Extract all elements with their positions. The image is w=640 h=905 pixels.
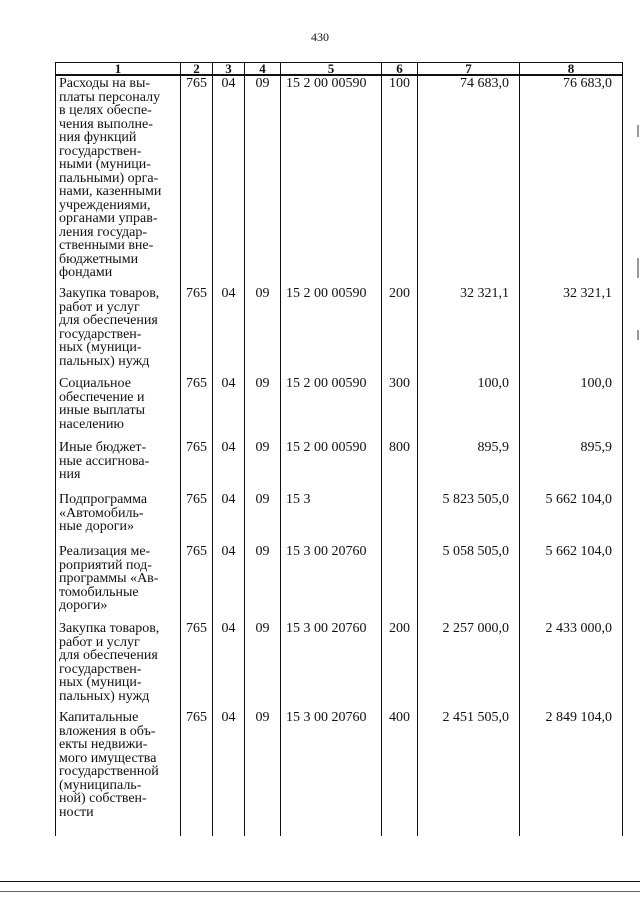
cell-name-line: платы персоналу (59, 89, 161, 105)
cell-name-line: обеспечение и (59, 389, 145, 405)
cell-amount-year1: 74 683,0 (418, 75, 520, 286)
cell-name-line: работ и услуг (59, 634, 140, 650)
cell-name-line: дороги» (59, 598, 108, 613)
cell-section: 04 (213, 75, 245, 286)
cell-subsection: 09 (245, 376, 281, 440)
cell-name (56, 492, 181, 544)
cell-target-article: 15 3 00 20760 (281, 710, 382, 836)
cell-expense-type: 800 (382, 440, 418, 492)
table-row (56, 376, 623, 440)
cell-target-article: 15 3 (281, 492, 382, 544)
cell-amount-year1: 895,9 (418, 440, 520, 492)
cell-name-line: Расходы на вы- (59, 76, 151, 91)
cell-name-line: программы «Ав- (59, 571, 159, 586)
cell-expense-type (382, 544, 418, 621)
column-header: 4 (245, 63, 281, 76)
cell-name-line: ности (59, 804, 94, 820)
page-bottom-rule-secondary (0, 891, 640, 892)
cell-subsection: 09 (245, 621, 281, 710)
cell-name-line: томобильные (59, 584, 139, 600)
cell-name-line: пальных) нужд (59, 688, 150, 704)
cell-expense-type (382, 492, 418, 544)
cell-expense-type: 100 (382, 75, 418, 286)
cell-target-article: 15 3 00 20760 (281, 621, 382, 710)
cell-grbs: 765 (181, 710, 213, 836)
cell-target-article: 15 3 00 20760 (281, 544, 382, 621)
cell-target-article: 15 2 00 00590 (281, 75, 382, 286)
cell-name (56, 75, 181, 286)
table-header-row (56, 63, 623, 76)
cell-name-line: иные выплаты (59, 403, 145, 418)
cell-name (56, 286, 181, 376)
cell-name-line: Закупка товаров, (59, 621, 160, 636)
cell-name-line: органами управ- (59, 211, 158, 226)
cell-name-line: нами, казенными (59, 184, 162, 199)
cell-name-line: ных (муници- (59, 340, 142, 355)
cell-name-line: ния функций (59, 130, 137, 145)
cell-subsection: 09 (245, 440, 281, 492)
cell-name (56, 621, 181, 710)
cell-subsection: 09 (245, 492, 281, 544)
cell-name-line: ной) собствен- (59, 791, 147, 806)
cell-name-line: в целях обеспе- (59, 103, 152, 118)
budget-table (55, 62, 623, 836)
cell-section: 04 (213, 544, 245, 621)
scan-edge-mark (637, 125, 639, 137)
table-row (56, 621, 623, 710)
cell-name-line: государствен- (59, 143, 142, 159)
cell-amount-year2: 100,0 (520, 376, 623, 440)
cell-name-line: ния (59, 467, 81, 482)
cell-name-line: ственными вне- (59, 238, 154, 253)
cell-name-line: государствен- (59, 326, 142, 342)
column-header: 6 (382, 63, 418, 76)
cell-amount-year2: 32 321,1 (520, 286, 623, 376)
cell-name-line: «Автомобиль- (59, 505, 144, 521)
cell-section: 04 (213, 492, 245, 544)
cell-amount-year2: 5 662 104,0 (520, 492, 623, 544)
cell-name-line: Реализация ме- (59, 544, 151, 559)
cell-name-line: роприятий под- (59, 557, 152, 573)
cell-target-article: 15 2 00 00590 (281, 440, 382, 492)
cell-amount-year1: 100,0 (418, 376, 520, 440)
cell-section: 04 (213, 621, 245, 710)
cell-name-line: пальными) орга- (59, 170, 159, 186)
cell-grbs: 765 (181, 440, 213, 492)
cell-amount-year2: 2 433 000,0 (520, 621, 623, 710)
page-bottom-rule (0, 881, 640, 882)
cell-name-line: ные дороги» (59, 519, 134, 534)
cell-name (56, 440, 181, 492)
column-header: 7 (418, 63, 520, 76)
cell-name-line: (муниципаль- (59, 777, 142, 793)
cell-name-line: Закупка товаров, (59, 286, 160, 301)
cell-name-line: екты недвижи- (59, 737, 148, 752)
cell-subsection: 09 (245, 710, 281, 836)
cell-target-article: 15 2 00 00590 (281, 376, 382, 440)
cell-amount-year1: 5 058 505,0 (418, 544, 520, 621)
cell-name-line: Подпрограмма (59, 492, 148, 507)
cell-name-line: ных (муници- (59, 675, 142, 690)
page-number: 430 (311, 30, 329, 44)
cell-grbs: 765 (181, 286, 213, 376)
column-header: 2 (181, 63, 213, 76)
cell-subsection: 09 (245, 544, 281, 621)
scan-edge-mark (637, 258, 639, 278)
cell-target-article: 15 2 00 00590 (281, 286, 382, 376)
cell-grbs: 765 (181, 544, 213, 621)
cell-name-line: государственной (59, 764, 159, 779)
cell-expense-type: 200 (382, 286, 418, 376)
cell-amount-year2: 76 683,0 (520, 75, 623, 286)
table-row (56, 440, 623, 492)
cell-name-line: ные ассигнова- (59, 453, 150, 469)
cell-expense-type: 400 (382, 710, 418, 836)
cell-name-line: государствен- (59, 661, 142, 677)
cell-name-line: мого имущества (59, 750, 157, 766)
table-row (56, 75, 623, 286)
scan-edge-mark (637, 330, 639, 340)
cell-amount-year2: 2 849 104,0 (520, 710, 623, 836)
cell-name-line: работ и услуг (59, 299, 140, 315)
cell-name-line: пальных) нужд (59, 353, 150, 369)
cell-name-line: вложения в объ- (59, 723, 156, 739)
table-row (56, 710, 623, 836)
cell-name-line: ными (муници- (59, 157, 151, 172)
table-row (56, 492, 623, 544)
cell-name-line: ления государ- (59, 224, 148, 240)
cell-amount-year1: 2 451 505,0 (418, 710, 520, 836)
cell-grbs: 765 (181, 492, 213, 544)
cell-grbs: 765 (181, 376, 213, 440)
column-header: 1 (56, 63, 181, 76)
table-row (56, 544, 623, 621)
cell-name-line: бюджетными (59, 251, 139, 267)
cell-section: 04 (213, 710, 245, 836)
cell-amount-year2: 5 662 104,0 (520, 544, 623, 621)
cell-section: 04 (213, 440, 245, 492)
cell-subsection: 09 (245, 286, 281, 376)
cell-amount-year1: 5 823 505,0 (418, 492, 520, 544)
cell-grbs: 765 (181, 75, 213, 286)
column-header: 5 (281, 63, 382, 76)
column-header: 8 (520, 63, 623, 76)
cell-name-line: фондами (59, 265, 113, 280)
cell-name-line: населению (59, 416, 124, 432)
column-header: 3 (213, 63, 245, 76)
cell-amount-year2: 895,9 (520, 440, 623, 492)
cell-expense-type: 200 (382, 621, 418, 710)
cell-expense-type: 300 (382, 376, 418, 440)
cell-name-line: Капитальные (59, 710, 139, 725)
cell-section: 04 (213, 286, 245, 376)
cell-name-line: учреждениями, (59, 197, 151, 213)
cell-amount-year1: 32 321,1 (418, 286, 520, 376)
cell-name-line: Иные бюджет- (59, 440, 147, 455)
cell-name-line: для обеспечения (59, 648, 158, 663)
cell-name-line: чения выполне- (59, 116, 153, 132)
cell-name (56, 544, 181, 621)
cell-name (56, 710, 181, 836)
cell-name-line: для обеспечения (59, 313, 158, 328)
cell-section: 04 (213, 376, 245, 440)
cell-amount-year1: 2 257 000,0 (418, 621, 520, 710)
cell-grbs: 765 (181, 621, 213, 710)
table-row (56, 286, 623, 376)
cell-name-line: Социальное (59, 376, 131, 391)
cell-name (56, 376, 181, 440)
cell-subsection: 09 (245, 75, 281, 286)
